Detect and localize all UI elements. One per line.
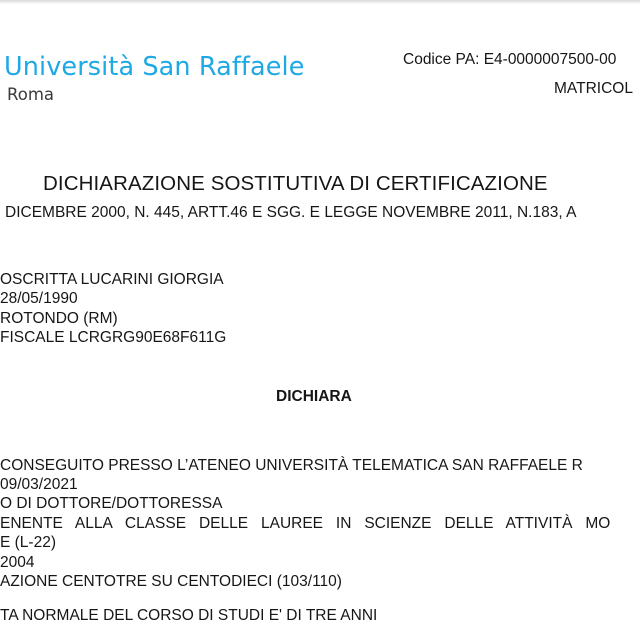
declaration-line: ENENTE ALLA CLASSE DELLE LAUREE IN SCIENZE DELLE ATTIVITÀ MO xyxy=(0,515,611,532)
declaration-line: AZIONE CENTOTRE SU CENTODIECI (103/110) xyxy=(0,573,342,590)
logo-name: Università San Raffaele xyxy=(4,52,305,82)
personal-line-name: OSCRITTA LUCARINI GIORGIA xyxy=(0,271,224,288)
university-logo xyxy=(4,52,304,105)
personal-line-birth-date: 28/05/1990 xyxy=(0,290,78,307)
document-title: DICHIARAZIONE SOSTITUTIVA DI CERTIFICAZIONE xyxy=(43,172,548,195)
personal-line-fiscal-code: FISCALE LCRGRG90E68F611G xyxy=(0,329,227,346)
declaration-heading: DICHIARA xyxy=(276,388,352,405)
logo-city: Roma xyxy=(7,85,55,104)
declaration-line: CONSEGUITO PRESSO L’ATENEO UNIVERSITÀ TELEMATICA SAN RAFFAELE R xyxy=(0,457,583,474)
declaration-line: E (L-22) xyxy=(0,534,56,551)
declaration-line: 09/03/2021 xyxy=(0,476,78,493)
matricola-label: MATRICOL xyxy=(554,80,633,97)
law-reference: DICEMBRE 2000, N. 445, ARTT.46 E SGG. E LEGGE NOVEMBRE 2011, N.183, A xyxy=(5,204,577,221)
declaration-line: 2004 xyxy=(0,554,35,571)
codice-pa: Codice PA: E4-0000007500-00 xyxy=(403,51,617,68)
personal-line-birth-place: ROTONDO (RM) xyxy=(0,310,118,327)
top-edge-shadow xyxy=(0,0,640,4)
declaration-line: TA NORMALE DEL CORSO DI STUDI E' DI TRE ANNI xyxy=(0,607,378,624)
declaration-line: O DI DOTTORE/DOTTORESSA xyxy=(0,495,223,512)
